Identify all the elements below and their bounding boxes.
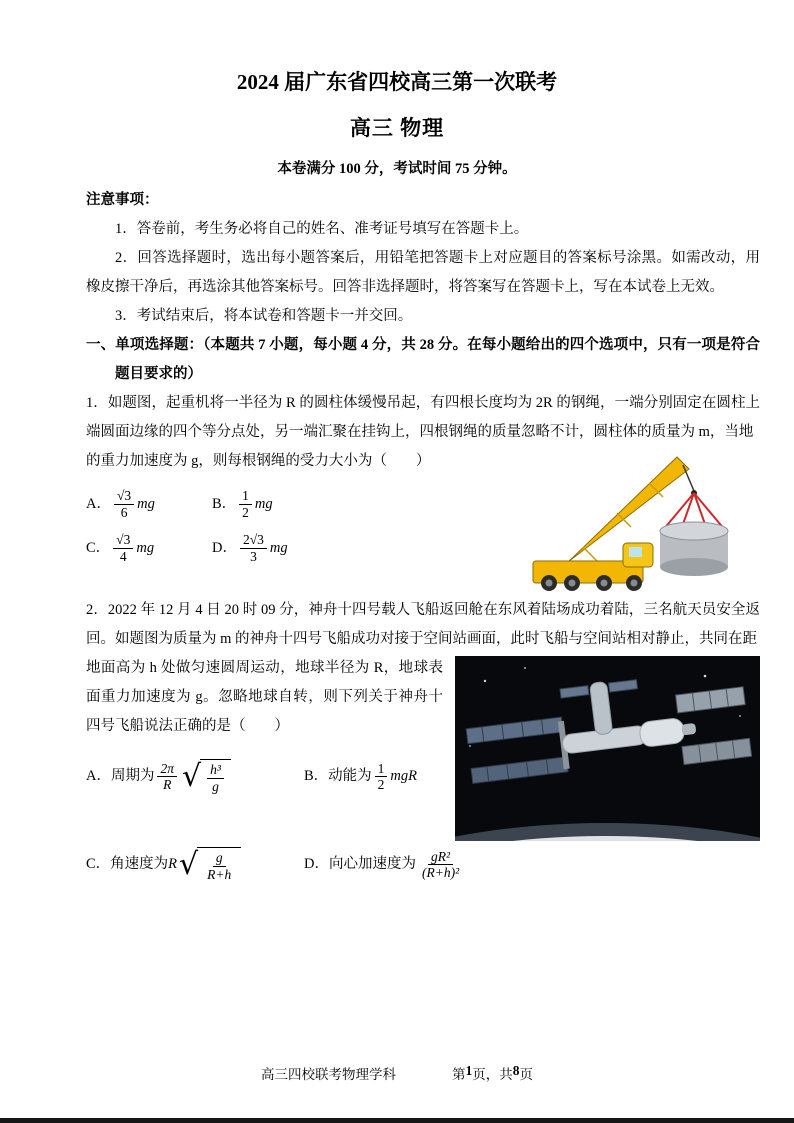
q1-option-b-term: mg — [254, 495, 273, 512]
footer-page-indicator: 第 1 页，共 8 页 — [452, 1063, 533, 1082]
q2-option-c-label: C． — [86, 856, 111, 873]
square-root — [179, 847, 241, 882]
q1-option-c-term: mg — [136, 539, 155, 556]
fraction: $\frac{g}{R+h}$ — [207, 850, 232, 882]
page-footer — [0, 1063, 794, 1083]
q1-option-a-term: mg — [137, 495, 155, 512]
q2-options-row-cd — [86, 847, 760, 882]
q1-flow — [86, 447, 760, 564]
q1-option-d-term: mg — [269, 539, 288, 556]
radical-sign-icon: √ — [179, 846, 199, 882]
notice-heading: 注意事项： — [86, 192, 159, 208]
question-2 — [86, 596, 760, 882]
exam-info: 本卷满分 100 分，考试时间 75 分钟。 — [277, 161, 517, 177]
fraction: $\frac{2\pi}{R}$ — [157, 761, 177, 793]
q2-option-a-prefix: 周期为 — [110, 768, 155, 785]
q1-text-part1: 1．如题图，起重机将一半径为 R 的圆柱体缓慢吊起，有四根长度均为 2R 的钢绳，一端分别固定在圆柱上端圆面边缘的四个等分点处，另一端汇聚在挂钩上，四根钢绳的质量忽略不计，圆柱体的质量为 m，当地 — [86, 395, 760, 440]
q1-text-part2: 的重力加速度为 g，则每根钢绳的受力大小为（ ） — [86, 453, 431, 469]
q1-options-row-ab — [86, 488, 515, 520]
q2-options-row-ab — [86, 759, 443, 794]
radical-sign-icon: √ — [182, 758, 202, 794]
q1-option-a-label: A． — [86, 495, 111, 512]
space-station-figure — [455, 656, 760, 841]
exam-subject: 高三 物理 — [349, 116, 445, 140]
q1-options-row-cd — [86, 532, 515, 564]
q2-option-d — [304, 849, 465, 881]
q2-option-d-prefix: 向心加速度为 — [328, 856, 416, 873]
notice-item-3: 3．考试结束后，将本试卷和答题卡一并交回。 — [115, 308, 413, 324]
q2-option-b-term: mgR — [390, 768, 418, 785]
q2-option-c-coefficient: R — [168, 856, 178, 873]
fraction: $\frac{√3}{4}$ — [113, 532, 133, 564]
q2-option-c-prefix: 角速度为 — [110, 856, 169, 873]
q1-option-d-label: D． — [212, 539, 237, 556]
total-page-number: 8 — [512, 1063, 520, 1078]
q2-option-b-prefix: 动能为 — [328, 768, 372, 785]
fraction: $\frac{1}{2}$ — [375, 761, 388, 793]
page-bottom-edge — [0, 1118, 794, 1123]
q1-option-b-label: B． — [212, 495, 237, 512]
q1-option-b — [212, 488, 273, 520]
exam-header — [0, 0, 794, 178]
q2-option-b — [304, 761, 417, 793]
q2-option-d-label: D． — [304, 856, 329, 873]
exam-content — [0, 186, 794, 882]
section-heading: 一、单项选择题：（本题共 7 小题，每小题 4 分，共 28 分。在每小题给出的四个选项中，只有一项是符合题目要求的） — [86, 337, 760, 382]
q2-option-c — [86, 847, 304, 882]
fraction: $\frac{\text{h³}}{g}$ — [207, 762, 224, 794]
current-page-number: 1 — [465, 1063, 473, 1078]
q2-text-part2: 地面高为 h 处做匀速圆周运动，地球半径为 R，地球表面重力加速度为 g。忽略地球自转，则下列关于神舟十四号飞船说法正确的是（ ） — [86, 660, 443, 735]
q2-option-a-label: A． — [86, 768, 111, 785]
question-1 — [86, 389, 760, 564]
q1-option-a — [86, 488, 212, 520]
q1-option-c-label: C． — [86, 539, 111, 556]
q2-option-a — [86, 759, 304, 794]
notice-item-1: 1．答卷前，考生务必将自己的姓名、准考证号填写在答题卡上。 — [115, 221, 529, 237]
footer-doc-name: 高三四校联考物理学科 — [261, 1067, 396, 1082]
q1-option-c — [86, 532, 212, 564]
q2-option-b-label: B． — [304, 768, 329, 785]
q1-option-d — [212, 532, 288, 564]
notice-item-2: 2．回答选择题时，选出每小题答案后，用铅笔把答题卡上对应题目的答案标号涂黑。如需改动，用橡皮擦干净后，再选涂其他答案标号。回答非选择题时，将答案写在答题卡上，写在本试卷上无效。 — [86, 250, 760, 295]
exam-title: 2024 届广东省四校高三第一次联考 — [236, 70, 558, 94]
q2-text-part1: 2．2022 年 12 月 4 日 20 时 09 分，神舟十四号载人飞船返回舱在东风着陆场成功着陆，三名航天员安全返回。如题图为质量为 m 的神舟十四号飞船成功对接于空间站画面，此时飞船与空间站相对静止，共同在距 — [86, 602, 760, 648]
fraction: $\frac{√3}{6}$ — [114, 488, 134, 520]
square-root — [182, 759, 231, 794]
fraction: $\frac{2√3}{3}$ — [240, 532, 267, 564]
q2-flow — [86, 654, 760, 882]
fraction: $\frac{1}{2}$ — [239, 488, 252, 520]
crane-figure — [525, 443, 760, 593]
fraction: $\frac{\text{gR²}}{\text{(R+h)²}}$ — [421, 848, 460, 881]
